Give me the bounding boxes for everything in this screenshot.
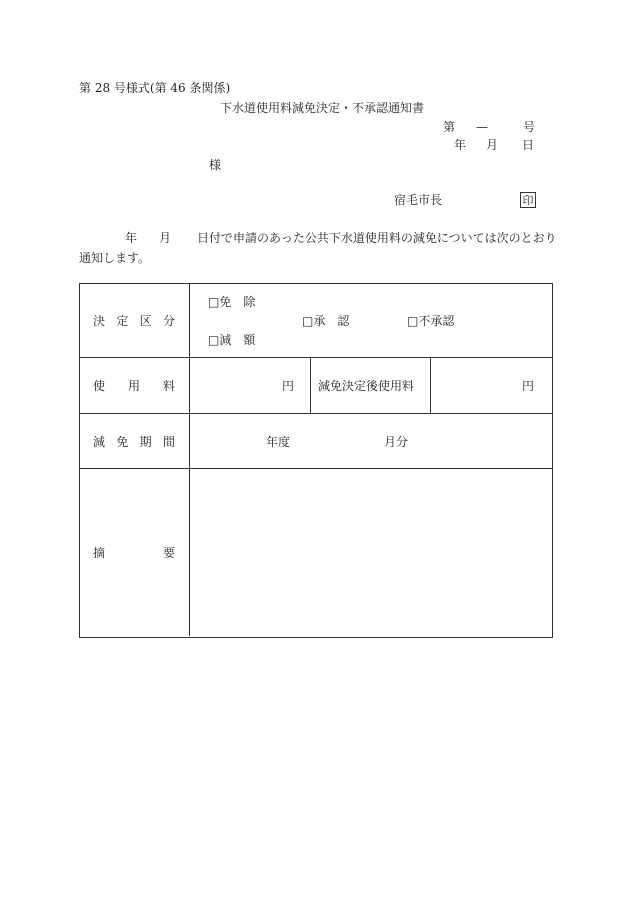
exemption-checkbox[interactable] (208, 295, 219, 309)
date-month-label: 月 (486, 138, 499, 152)
summary-label: 摘 要 (93, 546, 175, 560)
reduction-period-label: 減 免 期 間 (93, 435, 175, 449)
summary-field[interactable] (190, 469, 550, 635)
reduction-option[interactable]: □ 減 額 (208, 334, 255, 346)
number-dash: — (476, 120, 488, 134)
date-year-label: 年 (454, 138, 467, 152)
decision-type-label: 決 定 区 分 (93, 314, 175, 328)
body-text-line2: 通知します。 (79, 251, 151, 265)
approval-option[interactable]: □ 承 認 (302, 315, 349, 327)
number-suffix: 号 (523, 120, 536, 134)
month-portion-label: 月分 (384, 435, 409, 449)
disapproval-checkbox[interactable] (407, 314, 418, 328)
body-text-line1: 日付で申請のあった公共下水道使用料の減免については次のとおり (197, 231, 557, 245)
approval-checkbox[interactable] (302, 314, 313, 328)
issuer-name: 宿毛市長 (394, 193, 443, 207)
exemption-option[interactable]: □ 免 除 (208, 296, 255, 308)
usage-fee-label: 使 用 料 (93, 379, 175, 393)
fiscal-year-label: 年度 (266, 435, 291, 449)
fee-after-reduction-unit: 円 (522, 379, 535, 393)
reduction-checkbox[interactable] (208, 333, 219, 347)
body-month-label: 月 (159, 231, 172, 245)
fee-after-reduction-label: 減免決定後使用料 (318, 379, 415, 393)
addressee-honorific: 様 (209, 158, 222, 172)
document-title: 下水道使用料減免決定・不承認通知書 (220, 101, 425, 115)
seal-mark: 印 (520, 192, 536, 208)
table-divider-1 (79, 357, 552, 358)
fee-divider-1 (310, 357, 311, 413)
fee-divider-2 (430, 357, 431, 413)
table-divider-2 (79, 413, 552, 414)
date-day-label: 日 (522, 138, 535, 152)
usage-fee-unit: 円 (282, 379, 295, 393)
body-year-label: 年 (125, 231, 138, 245)
disapproval-option[interactable]: □ 不承認 (407, 315, 454, 327)
number-prefix: 第 (443, 120, 456, 134)
form-number-label: 第 28 号様式(第 46 条関係) (79, 81, 231, 95)
